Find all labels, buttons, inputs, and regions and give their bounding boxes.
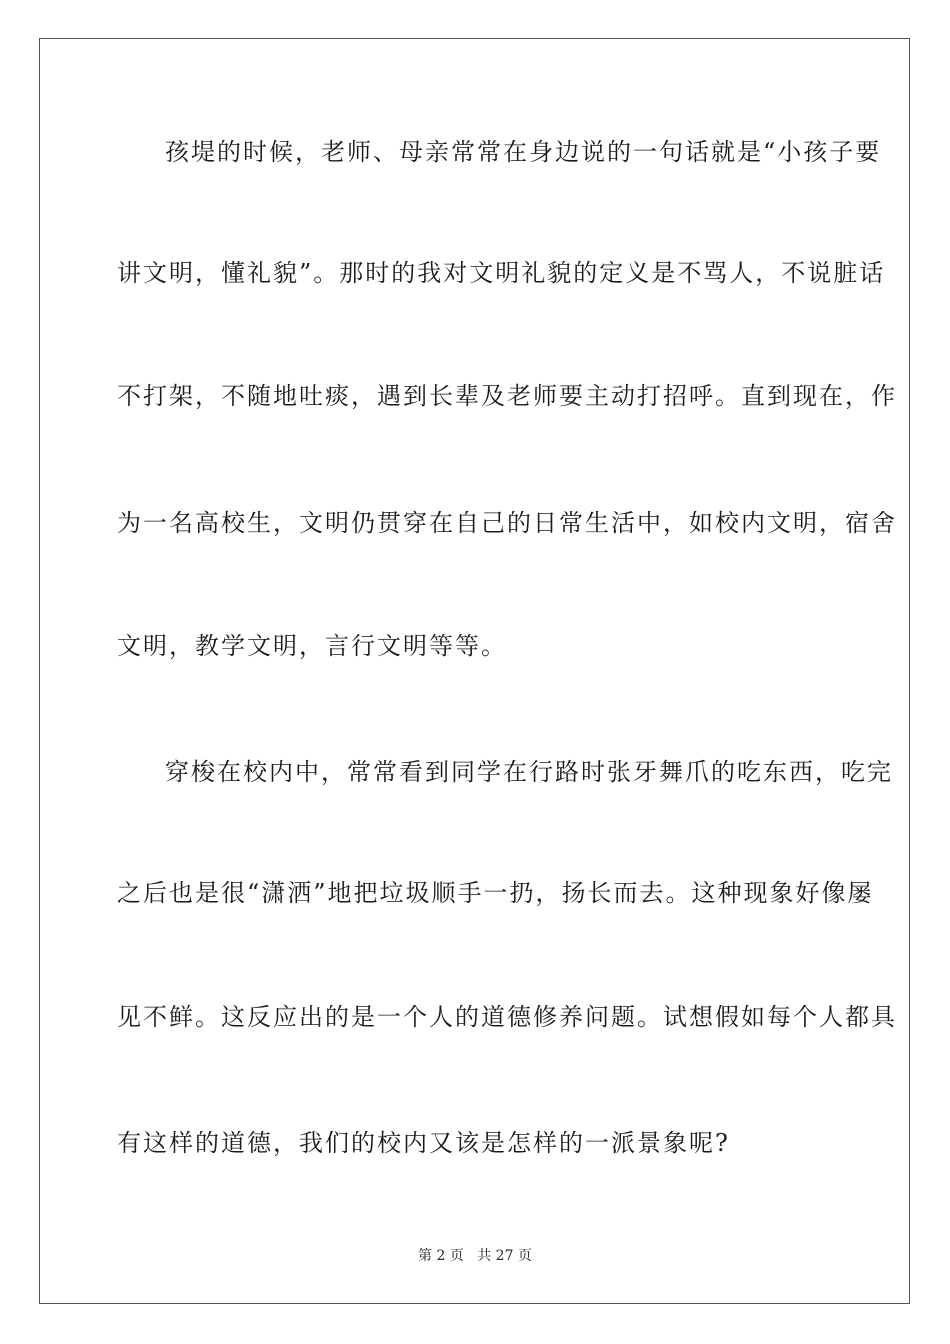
text-line: 讲文明，懂礼貌”。那时的我对文明礼貌的定义是不骂人，不说脏话 (117, 259, 886, 287)
page-border (39, 38, 910, 1304)
text-line: 为一名高校生，文明仍贯穿在自己的日常生活中，如校内文明，宿舍 (117, 509, 897, 537)
text-line: 穿梭在校内中，常常看到同学在行路时张牙舞爪的吃东西，吃完 (165, 758, 893, 786)
text-line: 不打架，不随地吐痰，遇到长辈及老师要主动打招呼。直到现在，作 (117, 382, 897, 410)
text-line: 文明，教学文明，言行文明等等。 (117, 632, 507, 660)
page-total: 共 27 页 (477, 1248, 532, 1264)
text-line: 孩堤的时候，老师、母亲常常在身边说的一句话就是“小孩子要 (165, 138, 882, 166)
text-line: 见不鲜。这反应出的是一个人的道德修养问题。试想假如每个人都具 (117, 1003, 897, 1031)
text-line: 之后也是很“潇洒”地把垃圾顺手一扔，扬长而去。这种现象好像屡 (117, 879, 874, 907)
page-number: 第 2 页 (418, 1248, 464, 1264)
page-footer (0, 1247, 950, 1265)
text-line: 有这样的道德，我们的校内又该是怎样的一派景象呢? (117, 1129, 730, 1157)
